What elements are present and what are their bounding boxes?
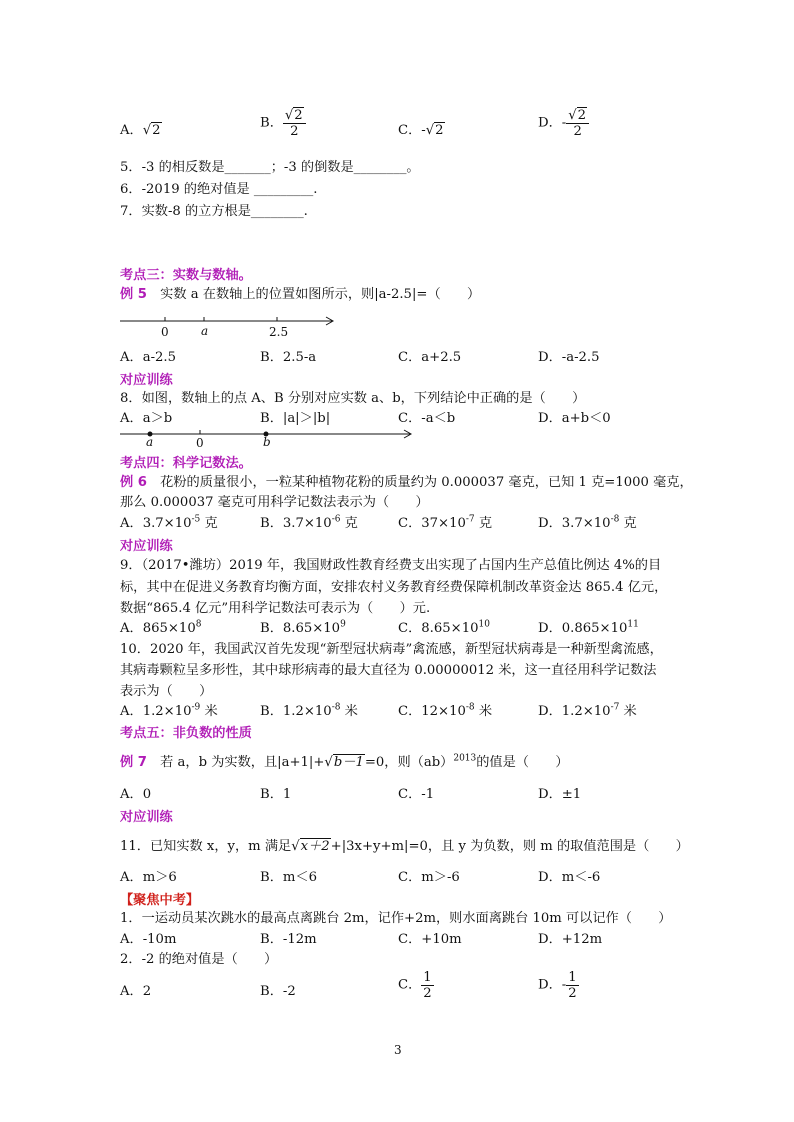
question-7: 7．实数-8 的立方根是________. bbox=[120, 204, 308, 219]
q11-option-b: B．m＜6 bbox=[260, 870, 317, 885]
axis1-label-25: 2.5 bbox=[269, 325, 289, 339]
section-kp4: 考点四：科学记数法。 bbox=[120, 456, 252, 471]
question-5: 5．-3 的相反数是_______；-3 的倒数是________。 bbox=[120, 160, 420, 175]
q8-option-b: B．|a|＞|b| bbox=[260, 411, 331, 426]
question-10-line2: 其病毒颗粒呈多形性，其中球形病毒的最大直径为 0.00000012 米，这一直径用科学记数法 bbox=[120, 663, 657, 678]
q4-option-c: C．-√2 bbox=[398, 123, 444, 138]
axis2-label-0: 0 bbox=[196, 436, 204, 450]
page-number: 3 bbox=[394, 1043, 402, 1057]
q11-option-a: A．m＞6 bbox=[120, 870, 177, 885]
ex5-option-b: B．2.5-a bbox=[260, 350, 317, 365]
example-7: 例 7 若 a，b 为实数，且|a+1|+√b－1=0，则（ab）$^{2013}$的值是（ ） bbox=[120, 753, 569, 770]
q8-option-a: A．a＞b bbox=[120, 411, 173, 426]
f1-option-a: A．-10m bbox=[120, 932, 177, 947]
number-line-q8 bbox=[120, 428, 340, 452]
ex6-option-b: B．$3.7\times 10^{-6}$ 克 bbox=[260, 514, 358, 531]
ex5-option-d: D．-a-2.5 bbox=[538, 350, 600, 365]
axis2-label-b: b bbox=[263, 435, 271, 449]
training-heading-1: 对应训练 bbox=[120, 373, 173, 388]
question-10-line1: 10．2020 年，我国武汉首先发现“新型冠状病毒”禽流感，新型冠状病毒是一种新型禽流感， bbox=[120, 642, 663, 657]
q9-option-a: A．$865\times 10^8$ bbox=[120, 619, 202, 636]
q10-option-c: C．$12\times 10^{-8}$ 米 bbox=[398, 702, 493, 719]
q8-option-c: C．-a＜b bbox=[398, 411, 456, 426]
question-9-line1: 9．（2017•潍坊）2019 年，我国财政性教育经费支出实现了占国内生产总值比例达 4%的目 bbox=[120, 558, 662, 573]
question-6: 6．-2019 的绝对值是 _________. bbox=[120, 182, 318, 197]
q9-option-c: C．$8.65\times 10^{10}$ bbox=[398, 619, 490, 636]
f1-option-d: D．+12m bbox=[538, 932, 603, 947]
ex7-option-a: A．0 bbox=[120, 787, 152, 802]
f1-option-b: B．-12m bbox=[260, 932, 317, 947]
q10-option-a: A．$1.2\times 10^{-9}$ 米 bbox=[120, 702, 218, 719]
question-10-line3: 表示为（ ） bbox=[120, 684, 213, 699]
q4-option-a: A．√2 bbox=[120, 123, 161, 138]
question-8: 8．如图，数轴上的点 A、B 分别对应实数 a、b，下列结论中正确的是（ ） bbox=[120, 391, 586, 406]
q9-option-d: D．$0.865\times 10^{11}$ bbox=[538, 619, 639, 636]
q10-option-d: D．$1.2\times 10^{-7}$ 米 bbox=[538, 702, 637, 719]
axis2-label-a: a bbox=[146, 435, 154, 449]
example-6-line1: 例 6 花粉的质量很小，一粒某种植物花粉的质量约为 0.000037 毫克，已知 1 克=1000 毫克， bbox=[120, 475, 693, 490]
sqrt-symbol: √2 bbox=[142, 123, 161, 138]
focus-question-1: 1．一运动员某次跳水的最高点离跳台 2m，记作+2m，则水面离跳台 10m 可以记作（ ） bbox=[120, 911, 672, 926]
number-line-ex5 bbox=[120, 312, 340, 342]
ex5-option-a: A．a-2.5 bbox=[120, 350, 177, 365]
section-kp5: 考点五：非负数的性质 bbox=[120, 726, 252, 741]
ex6-option-c: C．$37\times 10^{-7}$ 克 bbox=[398, 514, 493, 531]
q4-option-b: B． $\frac{√2}{2}$ bbox=[260, 108, 306, 139]
example-6-line2: 那么 0.000037 毫克可用科学记数法表示为（ ） bbox=[120, 495, 429, 510]
ex5-option-c: C．a+2.5 bbox=[398, 350, 462, 365]
f2-option-a: A．2 bbox=[120, 984, 152, 999]
q8-option-d: D．a+b＜0 bbox=[538, 411, 611, 426]
f2-option-d: D．- $\frac{1}{2}$ bbox=[538, 970, 577, 1001]
training-heading-2: 对应训练 bbox=[120, 539, 173, 554]
axis1-label-a: a bbox=[201, 324, 209, 338]
ex7-option-b: B．1 bbox=[260, 787, 292, 802]
question-11: 11．已知实数 x，y，m 满足√x＋2+|3x+y+m|=0，且 y 为负数，则 m 的取值范围是（ ） bbox=[120, 839, 689, 854]
training-heading-3: 对应训练 bbox=[120, 810, 173, 825]
f2-option-b: B．-2 bbox=[260, 984, 296, 999]
question-9-line3: 数据“865.4 亿元”用科学记数法可表示为（ ）元. bbox=[120, 601, 431, 616]
section-kp3: 考点三：实数与数轴。 bbox=[120, 268, 252, 283]
q11-option-d: D．m＜-6 bbox=[538, 870, 601, 885]
q9-option-b: B．$8.65\times 10^9$ bbox=[260, 619, 346, 636]
example-5: 例 5 实数 a 在数轴上的位置如图所示，则|a-2.5|=（ ） bbox=[120, 287, 481, 302]
ex6-option-a: A．$3.7\times 10^{-5}$ 克 bbox=[120, 514, 218, 531]
focus-heading: 【聚焦中考】 bbox=[120, 893, 200, 908]
axis1-label-0: 0 bbox=[161, 325, 169, 339]
ex7-option-d: D．±1 bbox=[538, 787, 582, 802]
f1-option-c: C．+10m bbox=[398, 932, 462, 947]
fraction: $\frac{√2}{2}$ bbox=[283, 108, 306, 139]
q4-option-d: D．- $\frac{√2}{2}$ bbox=[538, 108, 589, 139]
q10-option-b: B．$1.2\times 10^{-8}$ 米 bbox=[260, 702, 358, 719]
ex6-option-d: D．$3.7\times 10^{-8}$ 克 bbox=[538, 514, 637, 531]
ex7-option-c: C．-1 bbox=[398, 787, 435, 802]
focus-question-2: 2．-2 的绝对值是（ ） bbox=[120, 952, 278, 967]
question-9-line2: 标，其中在促进义务教育均衡方面，安排农村义务教育经费保障机制改革资金达 865.4 亿元， bbox=[120, 580, 668, 595]
q11-option-c: C．m＞-6 bbox=[398, 870, 460, 885]
f2-option-c: C． $\frac{1}{2}$ bbox=[398, 970, 432, 1001]
